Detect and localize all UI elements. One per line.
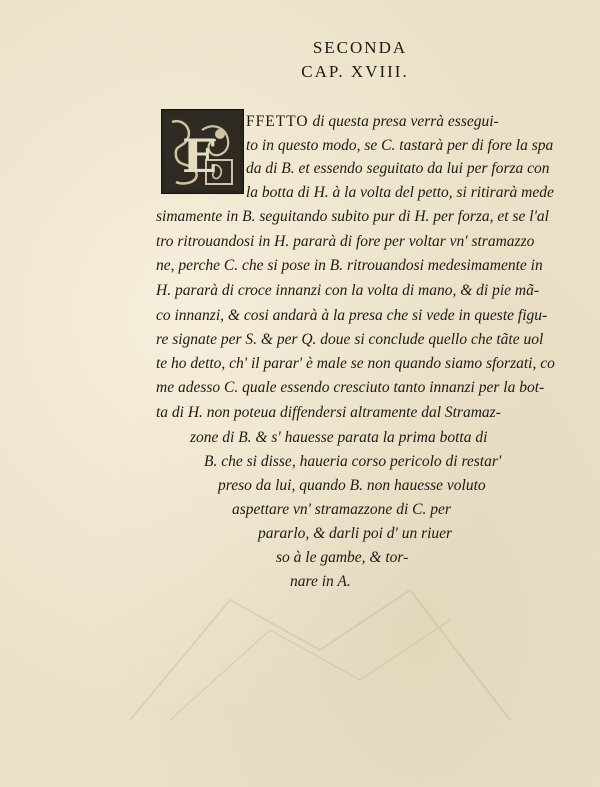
page-heading-seconda: SECONDA — [312, 38, 408, 57]
body-line-3: da di B. et essendo seguitato da lui per forza con — [246, 160, 550, 177]
body-line-15: B. che si disse, haueria corso pericolo di restar' — [204, 453, 502, 470]
body-line-16: preso da lui, quando B. non hauesse voluto — [218, 477, 486, 494]
body-line-8: H. pararà di croce innanzi con la volta di mano, & di pie mã- — [156, 282, 540, 299]
body-line-5: simamente in B. seguitando subito pur di H. per forza, et se l'al — [156, 208, 549, 225]
body-line-12: me adesso C. quale essendo cresciuto tanto innanzi per la bot- — [156, 379, 545, 396]
body-line-17: aspettare vn' stramazzone di C. per — [232, 501, 451, 518]
svg-text:E: E — [182, 129, 218, 183]
body-line-10: re signate per S. & per Q. doue si conclude quello che tãte uol — [156, 331, 544, 348]
body-line-2: to in questo modo, se C. tastarà per di fore la spa — [246, 137, 554, 154]
chapter-heading: CAP. XVIII. — [301, 62, 409, 81]
body-line-18: pararlo, & darli poi d' un riuer — [258, 525, 453, 542]
body-line-13: ta di H. non poteua diffendersi altramente dal Stramaz- — [156, 404, 501, 421]
decorated-initial-e — [161, 109, 244, 194]
body-line-14: zone di B. & s' hauesse parata la prima botta di — [190, 429, 488, 446]
woodcut-initial-icon — [162, 110, 243, 193]
body-line-4: la botta di H. à la volta del petto, si ritirarà mede — [246, 184, 554, 201]
body-line-9: co innanzi, & cosi andarà à la presa che si vede in queste figu- — [156, 307, 548, 324]
body-line-1-text: di questa presa verrà essegui- — [308, 113, 499, 130]
body-line-19: so à le gambe, & tor- — [276, 549, 409, 566]
body-line-7: ne, perche C. che si pose in B. ritrouandosi medesimamente in — [156, 257, 543, 274]
body-line-1 — [246, 112, 499, 132]
body-line-11: te ho detto, ch' il parar' è male se non quando siamo sforzati, co — [156, 355, 555, 372]
body-line-6: tro ritrouandosi in H. pararà di fore per voltar vn' stramazzo — [156, 233, 535, 250]
opening-word: FFETTO — [246, 113, 309, 130]
body-line-20: nare in A. — [290, 573, 351, 590]
